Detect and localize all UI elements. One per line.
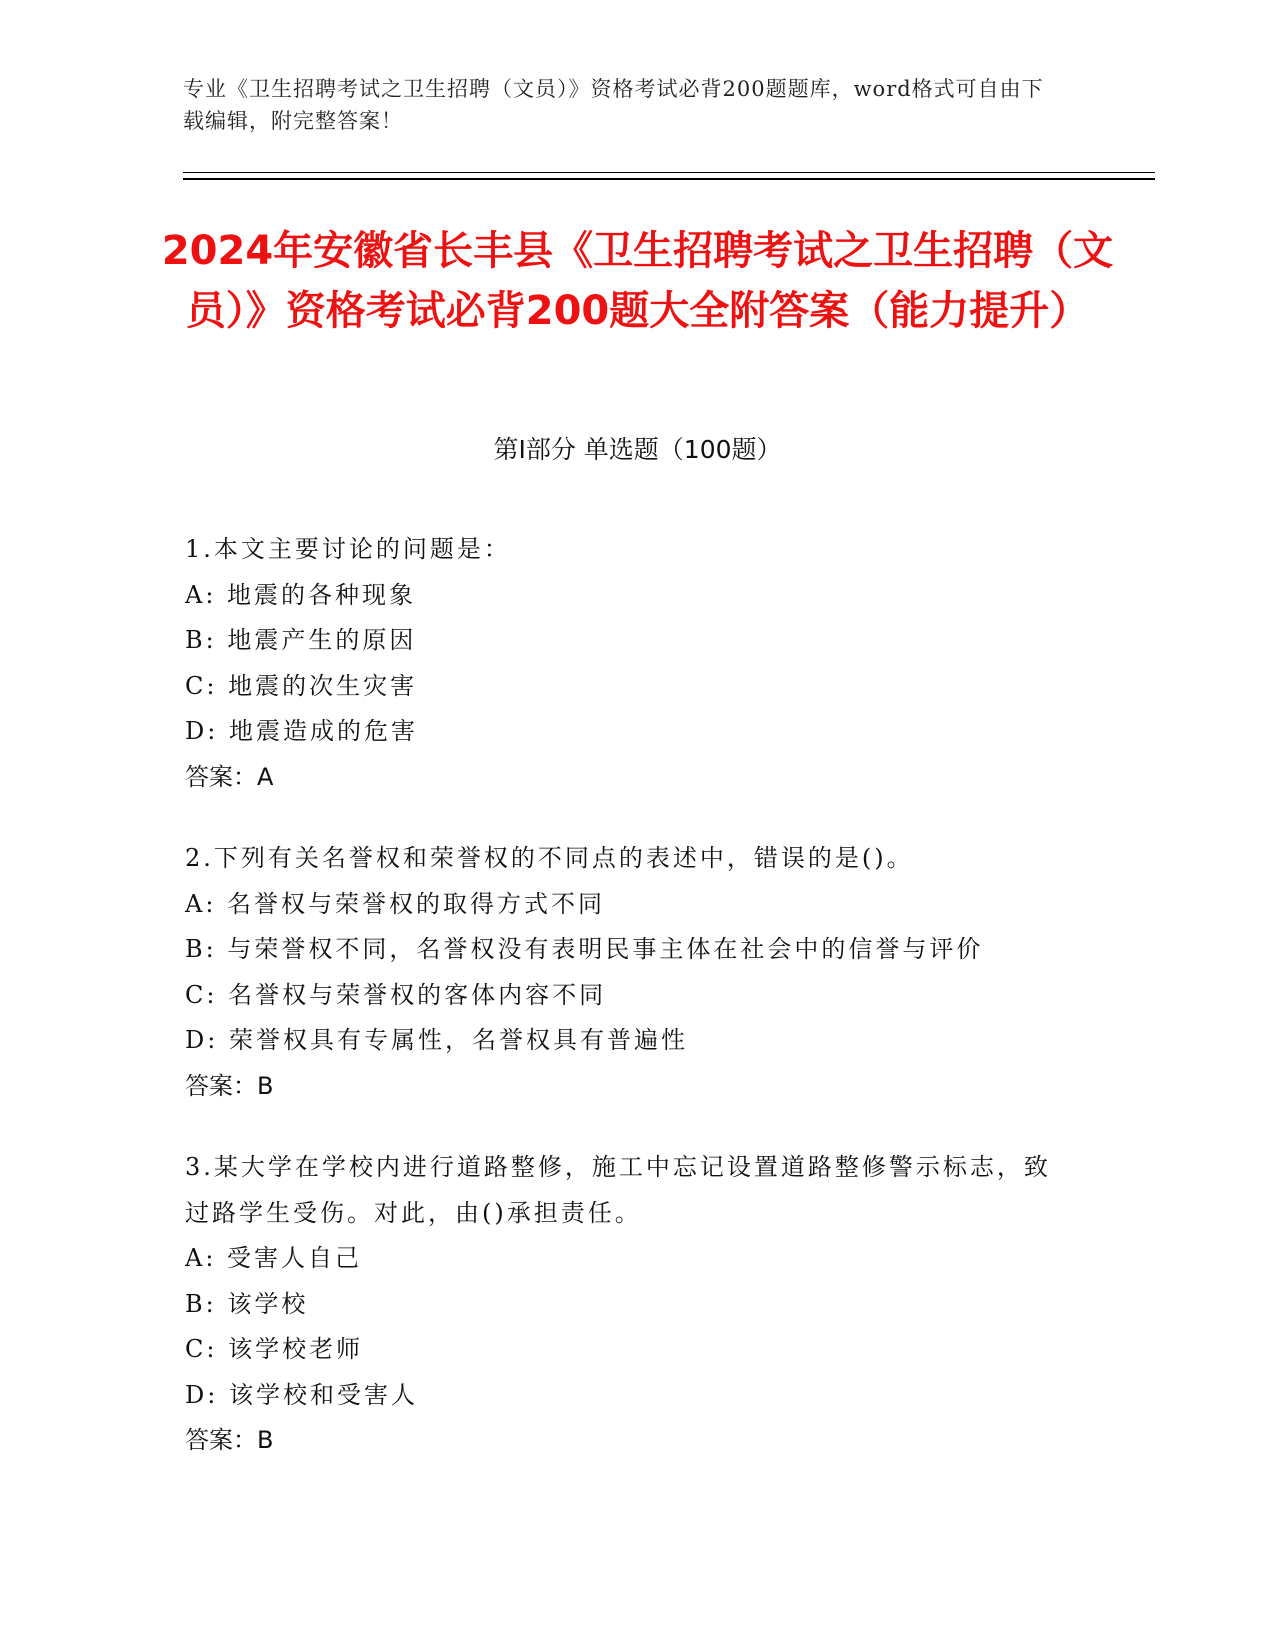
answer: 答案：B: [185, 1426, 274, 1454]
document-title: 2024年安徽省长丰县《卫生招聘考试之卫生招聘（文员）》资格考试必背200题大全附答案（能力提升）: [161, 228, 1114, 334]
option-c: C: 名誉权与荣誉权的客体内容不同: [185, 980, 607, 1009]
option-d: D: 该学校和受害人: [185, 1380, 418, 1409]
option-c: C: 该学校老师: [185, 1335, 364, 1363]
option-c: C: 地震的次生灾害: [185, 671, 418, 700]
question-stem: 1.本文主要讨论的问题是：: [185, 535, 511, 563]
option-d: D: 荣誉权具有专属性，名誉权具有普遍性: [185, 1026, 688, 1054]
answer: 答案：A: [185, 762, 274, 791]
section-title: 第I部分 单选题（100题）: [493, 435, 782, 464]
question-1: [185, 527, 1085, 800]
option-a: A: 名誉权与荣誉权的取得方式不同: [185, 889, 606, 918]
question-3: [185, 1145, 1085, 1464]
option-a: A: 地震的各种现象: [185, 580, 417, 609]
header-divider-thin: [183, 172, 1155, 173]
question-stem: 2.下列有关名誉权和荣誉权的不同点的表述中，错误的是()。: [185, 844, 914, 872]
header-note: 专业《卫生招聘考试之卫生招聘（文员）》资格考试必背200题题库，word格式可自由下载编辑，附完整答案！: [183, 77, 1044, 133]
question-stem: 3.某大学在学校内进行道路整修，施工中忘记设置道路整修警示标志，致过路学生受伤。对此，由()承担责任。: [185, 1153, 1051, 1227]
option-b: B: 与荣誉权不同，名誉权没有表明民事主体在社会中的信誉与评价: [185, 935, 984, 963]
option-b: B: 该学校: [185, 1289, 309, 1318]
option-b: B: 地震产生的原因: [185, 626, 417, 654]
option-a: A: 受害人自己: [185, 1244, 363, 1272]
answer: 答案：B: [185, 1071, 274, 1100]
option-d: D: 地震造成的危害: [185, 717, 418, 745]
header-divider-thick: [183, 178, 1155, 180]
question-2: [185, 836, 1085, 1109]
